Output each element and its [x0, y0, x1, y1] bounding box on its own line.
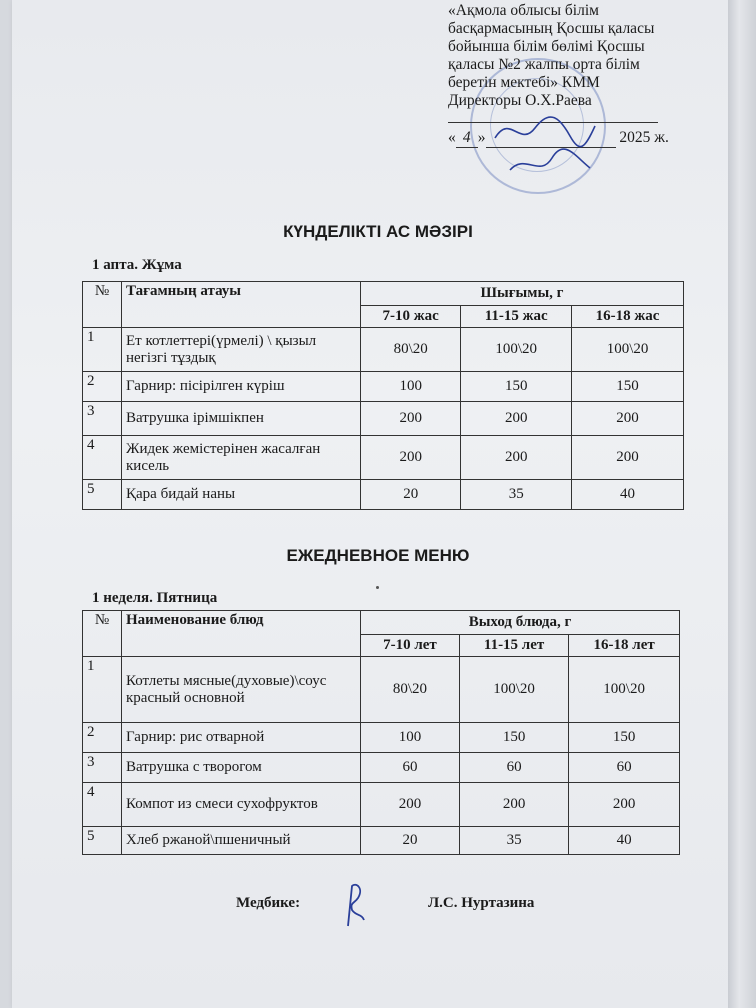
table-row: 1 Котлеты мясные(духовые)\соус красный основной 80\20 100\20 100\20: [83, 657, 680, 723]
approval-line: беретін мектебі» КММ: [448, 74, 600, 91]
table-row: 4 Жидек жемістерінен жасалған кисель 200 200 200: [83, 436, 684, 480]
ru-menu-table: [82, 610, 680, 855]
table-row: 3 Ватрушка с творогом 60 60 60: [83, 753, 680, 783]
age-header: 11-15 лет: [459, 635, 568, 657]
approval-line: бойынша білім бөлімі Қосшы: [448, 38, 645, 55]
approval-line: «Ақмола облысы білім: [448, 2, 599, 19]
age-header: 16-18 лет: [569, 635, 680, 657]
table-row: 2 Гарнир: рис отварной 100 150 150: [83, 723, 680, 753]
dish-name: Гарнир: пісірілген күріш: [122, 372, 361, 402]
age-header: 16-18 жас: [572, 306, 684, 328]
age-header: 11-15 жас: [461, 306, 572, 328]
dish-name: Компот из смеси сухофруктов: [122, 783, 361, 827]
background-edge: [728, 0, 756, 1008]
column-header-name: Тағамның атауы: [122, 282, 361, 328]
kz-title: КҮНДЕЛІКТІ АС МӘЗІРІ: [283, 222, 473, 241]
dish-name: Котлеты мясные(духовые)\соус красный основной: [122, 657, 361, 723]
table-row: 5 Қара бидай наны 20 35 40: [83, 480, 684, 510]
table-row: 5 Хлеб ржаной\пшеничный 20 35 40: [83, 827, 680, 855]
age-header: 7-10 жас: [361, 306, 461, 328]
dish-name: Ватрушка ірімшікпен: [122, 402, 361, 436]
dish-name: Ватрушка с творогом: [122, 753, 361, 783]
column-header-output: Шығымы, г: [361, 282, 684, 306]
column-header-number: №: [83, 282, 122, 328]
dish-name: Гарнир: рис отварной: [122, 723, 361, 753]
column-header-output: Выход блюда, г: [361, 611, 680, 635]
age-header: 7-10 лет: [361, 635, 460, 657]
table-row: 3 Ватрушка ірімшікпен 200 200 200: [83, 402, 684, 436]
column-header-number: №: [83, 611, 122, 657]
footer-role: Медбике:: [236, 895, 301, 911]
column-header-name: Наименование блюд: [122, 611, 361, 657]
table-row: 2 Гарнир: пісірілген күріш 100 150 150: [83, 372, 684, 402]
dish-name: Ет котлеттері(үрмелі) \ қызыл негізгі тұздық: [122, 328, 361, 372]
approval-date: « 4 » 2025 ж.: [448, 129, 669, 146]
table-row: 1 Ет котлеттері(үрмелі) \ қызыл негізгі тұздық 80\20 100\20 100\20: [83, 328, 684, 372]
kz-subtitle: 1 апта. Жұма: [92, 257, 182, 273]
ru-subtitle: 1 неделя. Пятница: [92, 590, 218, 606]
approval-line: басқармасының Қосшы қаласы: [448, 20, 655, 37]
table-header-row: [83, 611, 680, 635]
table-header-row: [83, 282, 684, 306]
dish-name: Қара бидай наны: [122, 480, 361, 510]
table-row: 4 Компот из смеси сухофруктов 200 200 200: [83, 783, 680, 827]
dish-name: Жидек жемістерінен жасалған кисель: [122, 436, 361, 480]
director-signature: [490, 108, 600, 178]
approval-line: қаласы №2 жалпы орта білім: [448, 56, 640, 73]
footer-person: Л.С. Нуртазина: [428, 895, 535, 911]
approval-line: Директоры О.Х.Раева: [448, 92, 592, 109]
ru-title: ЕЖЕДНЕВНОЕ МЕНЮ: [286, 546, 470, 565]
nurse-signature: [330, 880, 370, 930]
speck: [376, 586, 379, 589]
dish-name: Хлеб ржаной\пшеничный: [122, 827, 361, 855]
kz-menu-table: [82, 281, 684, 510]
